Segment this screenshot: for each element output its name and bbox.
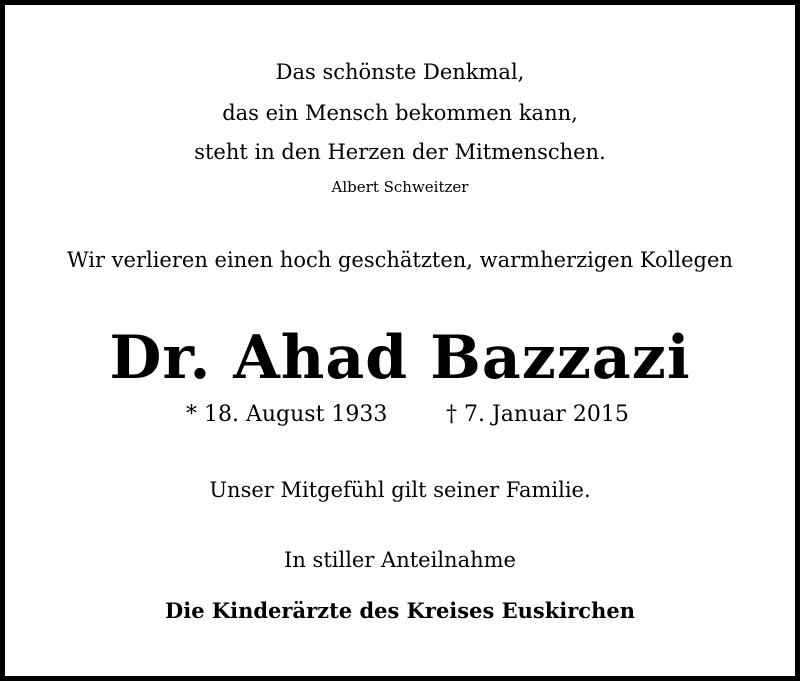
- death-date: † 7. Januar 2015: [446, 402, 629, 427]
- quote-line-1: Das schönste Denkmal,: [275, 60, 525, 84]
- signature: Die Kinderärzte des Kreises Euskirchen: [165, 598, 635, 623]
- condolence-text: Unser Mitgefühl gilt seiner Familie.: [209, 478, 591, 502]
- quote-line-3: steht in den Herzen der Mitmenschen.: [194, 140, 606, 164]
- birth-date: * 18. August 1933: [186, 402, 388, 427]
- intro-text: Wir verlieren einen hoch geschätzten, warmherzigen Kollegen: [67, 248, 733, 272]
- deceased-name: Dr. Ahad Bazzazi: [109, 323, 691, 393]
- quote-author: Albert Schweitzer: [331, 178, 469, 196]
- closing-text: In stiller Anteilnahme: [284, 548, 516, 572]
- quote-line-2: das ein Mensch bekommen kann,: [222, 101, 578, 125]
